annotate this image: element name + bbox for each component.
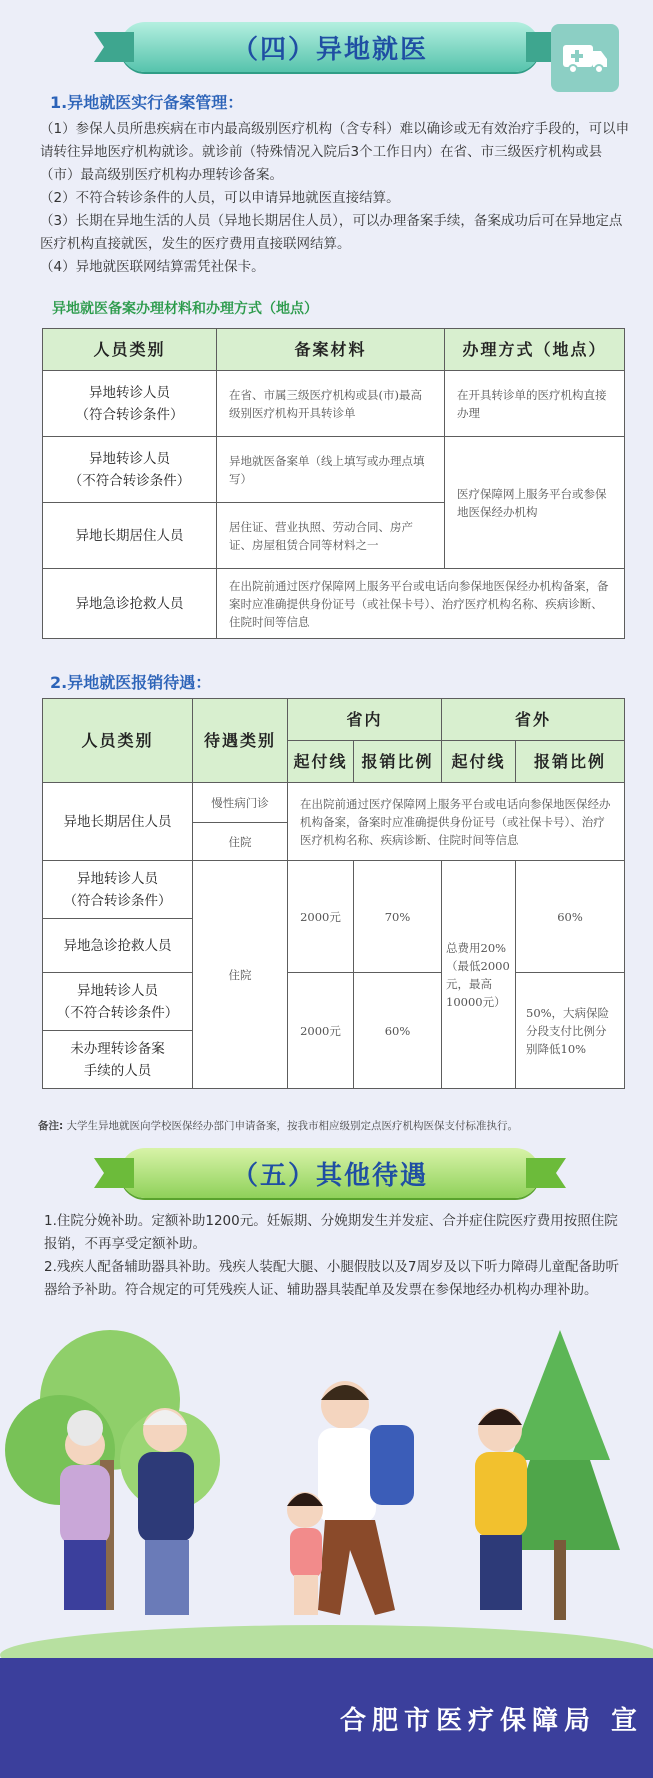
note: [38, 1118, 638, 1133]
th-ratio-out: 报销比例: [516, 741, 625, 783]
th-out-province: 省外: [442, 699, 625, 741]
th-deductible-in: 起付线: [288, 741, 354, 783]
table-row: [43, 371, 625, 437]
cell-material: 居住证、营业执照、劳动合同、房产证、房屋租赁合同等材料之一: [217, 503, 445, 569]
cell-category: 异地急诊抢救人员: [43, 919, 193, 973]
cell-category: 异地长期居住人员: [43, 783, 193, 861]
table-row: [43, 783, 625, 823]
table-row: [43, 437, 625, 503]
cell-type: 住院: [193, 823, 288, 861]
cell-category: 异地长期居住人员: [43, 503, 217, 569]
cell-out-deductible: 总费用20% （最低2000元，最高10000元）: [442, 861, 516, 1089]
th-in-province: 省内: [288, 699, 442, 741]
cell-category: 异地转诊人员 （不符合转诊条件）: [43, 973, 193, 1031]
filing-table: [42, 328, 625, 639]
item-1: 1.住院分娩补助。定额补助1200元。妊娠期、分娩期发生并发症、合并症住院医疗费用按照住院报销，不再享受定额补助。: [44, 1213, 618, 1252]
cell-method: 在开具转诊单的医疗机构直接办理: [445, 371, 625, 437]
cell-category: 异地急诊抢救人员: [43, 569, 217, 639]
item-4: （4）异地就医联网结算需凭社保卡。: [40, 259, 265, 275]
item-1: （1）参保人员所患疾病在市内最高级别医疗机构（含专科）难以确诊或无有效治疗手段的，可以申请转往异地医疗机构就诊。就诊前（特殊情况入院后3个工作日内）在省、市三级医疗机构或县（市）最高级别医疗机构办理转诊备案。: [40, 121, 630, 183]
cell-category: 异地转诊人员 （符合转诊条件）: [43, 861, 193, 919]
item-2: 2.残疾人配备辅助器具补助。残疾人装配大腿、小腿假肢以及7周岁及以下听力障碍儿童配备助听器给予补助。符合规定的可凭残疾人证、辅助器具装配单及发票在参保地经办机构办理补助。: [44, 1259, 619, 1298]
note-text: 大学生异地就医向学校医保经办部门申请备案，按我市相应级别定点医疗机构医保支付标准执行。: [66, 1120, 519, 1132]
section4-heading-1: 1.异地就医实行备案管理：: [50, 93, 244, 112]
ambulance-icon: [551, 24, 619, 92]
section4-banner: [120, 22, 540, 72]
th-category: 人员类别: [43, 699, 193, 783]
table-row: [43, 569, 625, 639]
section5-items: [44, 1210, 624, 1302]
footer: [0, 1658, 653, 1778]
note-label: 备注:: [38, 1120, 64, 1132]
item-2: （2）不符合转诊条件的人员，可以申请异地就医直接结算。: [40, 190, 400, 206]
table-row: [43, 861, 625, 919]
cell-material: 异地就医备案单（线上填写或办理点填写）: [217, 437, 445, 503]
th-category: 人员类别: [43, 329, 217, 371]
cell-type: 慢性病门诊: [193, 783, 288, 823]
th-deductible-out: 起付线: [442, 741, 516, 783]
section4-items: [40, 118, 630, 279]
cell-category: 异地转诊人员 （不符合转诊条件）: [43, 437, 217, 503]
cell-out-ratio: 60%: [516, 861, 625, 973]
th-method: 办理方式（地点）: [445, 329, 625, 371]
cell-ratio: 70%: [354, 861, 442, 973]
th-ratio-in: 报销比例: [354, 741, 442, 783]
cell-out-ratio: 50%，大病保险分段支付比例分别降低10%: [516, 973, 625, 1089]
section4-title: （四）异地就医: [231, 34, 428, 65]
cell-deductible: 2000元: [288, 973, 354, 1089]
th-type: 待遇类别: [193, 699, 288, 783]
cell-category: 异地转诊人员 （符合转诊条件）: [43, 371, 217, 437]
cell-ratio: 60%: [354, 973, 442, 1089]
cell-category: 未办理转诊备案 手续的人员: [43, 1031, 193, 1089]
section4-heading-2: 2.异地就医报销待遇：: [50, 673, 212, 692]
item-3: （3）长期在异地生活的人员（异地长期居住人员），可以办理备案手续，备案成功后可在异地定点医疗机构直接就医，发生的医疗费用直接联网结算。: [40, 213, 623, 252]
cell-long-text: 在出院前通过医疗保障网上服务平台或电话向参保地医保经办机构备案，备案时应准确提供身份证号（或社保卡号）、治疗医疗机构名称、疾病诊断、住院时间等信息: [288, 783, 625, 861]
table1-title: 异地就医备案办理材料和办理方式（地点）: [52, 301, 318, 317]
family-illustration: [0, 1310, 653, 1670]
section5-banner: [120, 1148, 540, 1198]
footer-text: 合肥市医疗保障局 宣: [339, 1705, 643, 1736]
cell-deductible: 2000元: [288, 861, 354, 973]
table-row: [43, 973, 625, 1031]
cell-type: 住院: [193, 861, 288, 1089]
th-material: 备案材料: [217, 329, 445, 371]
cell-method: 医疗保障网上服务平台或参保地医保经办机构: [445, 437, 625, 569]
reimburse-table: [42, 698, 625, 1089]
cell-material: 在省、市属三级医疗机构或县(市)最高级别医疗机构开具转诊单: [217, 371, 445, 437]
cell-material: 在出院前通过医疗保障网上服务平台或电话向参保地医保经办机构备案，备案时应准确提供身份证号（或社保卡号）、治疗医疗机构名称、疾病诊断、住院时间等信息: [217, 569, 625, 639]
section5-title: （五）其他待遇: [231, 1160, 428, 1191]
